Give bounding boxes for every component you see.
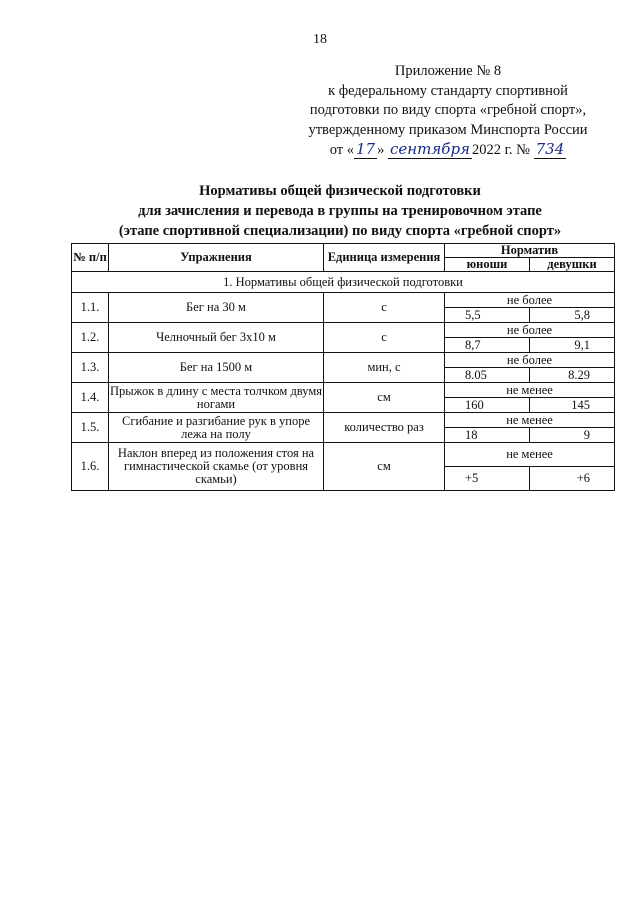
appendix-header [288,62,608,161]
row-exercise: Прыжок в длину с места толчком двумя ногами [109,383,323,411]
handwritten-month: сентября [389,140,470,158]
appendix-line-4: утвержденному приказом Минспорта России [308,121,588,138]
date-prefix: от « [329,142,354,158]
table-row [72,323,615,338]
row-number: 1.3. [72,353,109,383]
date-mid: » [377,142,385,158]
norms-table [71,243,615,491]
appendix-line-2: к федеральному стандарту спортивной [328,82,568,99]
header-norm: Норматив [445,244,615,258]
row-girls-value: 5,8 [530,308,615,323]
row-exercise: Челночный бег 3х10 м [109,323,324,353]
row-unit: см [324,443,445,491]
table-row [72,383,615,398]
row-unit: с [324,293,445,323]
row-number: 1.4. [72,383,109,413]
title-line-1: Нормативы общей физической подготовки [199,183,481,199]
row-exercise: Наклон вперед из положения стоя на гимнастической скамье (от уровня скамьи) [109,443,324,491]
table-row [72,293,615,308]
page-number: 18 [313,32,327,47]
row-boys-value: 8.05 [445,368,530,383]
document-title [60,181,620,241]
appendix-title: Приложение № 8 [394,63,502,79]
appendix-date-line [288,140,608,161]
row-condition: не менее [445,443,615,467]
title-line-3: (этапе спортивной специализации) по виду спорта «гребной спорт» [118,223,562,239]
row-number: 1.1. [72,293,109,323]
row-condition: не более [445,323,615,338]
row-girls-value: 8.29 [530,368,615,383]
appendix-line-3: подготовки по виду спорта «гребной спорт», [309,102,587,118]
row-exercise: Сгибание и разгибание рук в упоре лежа на полу [109,413,324,443]
row-boys-value: 8,7 [445,338,530,353]
row-boys-value: 18 [445,428,530,443]
title-line-2: для зачисления и перевода в группы на тренировочном этапе [138,203,542,219]
row-number: 1.6. [72,443,109,491]
header-unit: Единица измерения [324,244,445,272]
row-boys-value: 160 [445,398,530,413]
row-unit: мин, с [324,353,445,383]
table-row [72,413,615,428]
row-number: 1.5. [72,413,109,443]
row-unit: с [324,323,445,353]
row-number: 1.2. [72,323,109,353]
section-title: 1. Нормативы общей физической подготовки [72,272,615,293]
row-girls-value: +6 [530,467,615,491]
header-boys: юноши [445,258,530,272]
row-boys-value: +5 [445,467,530,491]
year-text: 2022 г. № [471,142,531,158]
header-exercise: Упражнения [109,244,324,272]
row-condition: не менее [445,383,615,398]
header-number: № п/п [72,244,109,272]
handwritten-order-number: 734 [535,140,565,158]
row-girls-value: 145 [530,398,615,413]
row-condition: не более [445,353,615,368]
header-girls: девушки [530,258,615,272]
row-boys-value: 5,5 [445,308,530,323]
row-condition: не более [445,293,615,308]
row-girls-value: 9 [530,428,615,443]
row-condition: не менее [445,413,615,428]
table-row [72,443,615,467]
row-unit: количество раз [324,413,445,443]
row-girls-value: 9,1 [530,338,615,353]
row-unit: см [324,383,445,413]
row-exercise: Бег на 30 м [109,293,324,323]
table-row [72,353,615,368]
row-exercise: Бег на 1500 м [109,353,324,383]
handwritten-day: 17 [356,140,376,158]
